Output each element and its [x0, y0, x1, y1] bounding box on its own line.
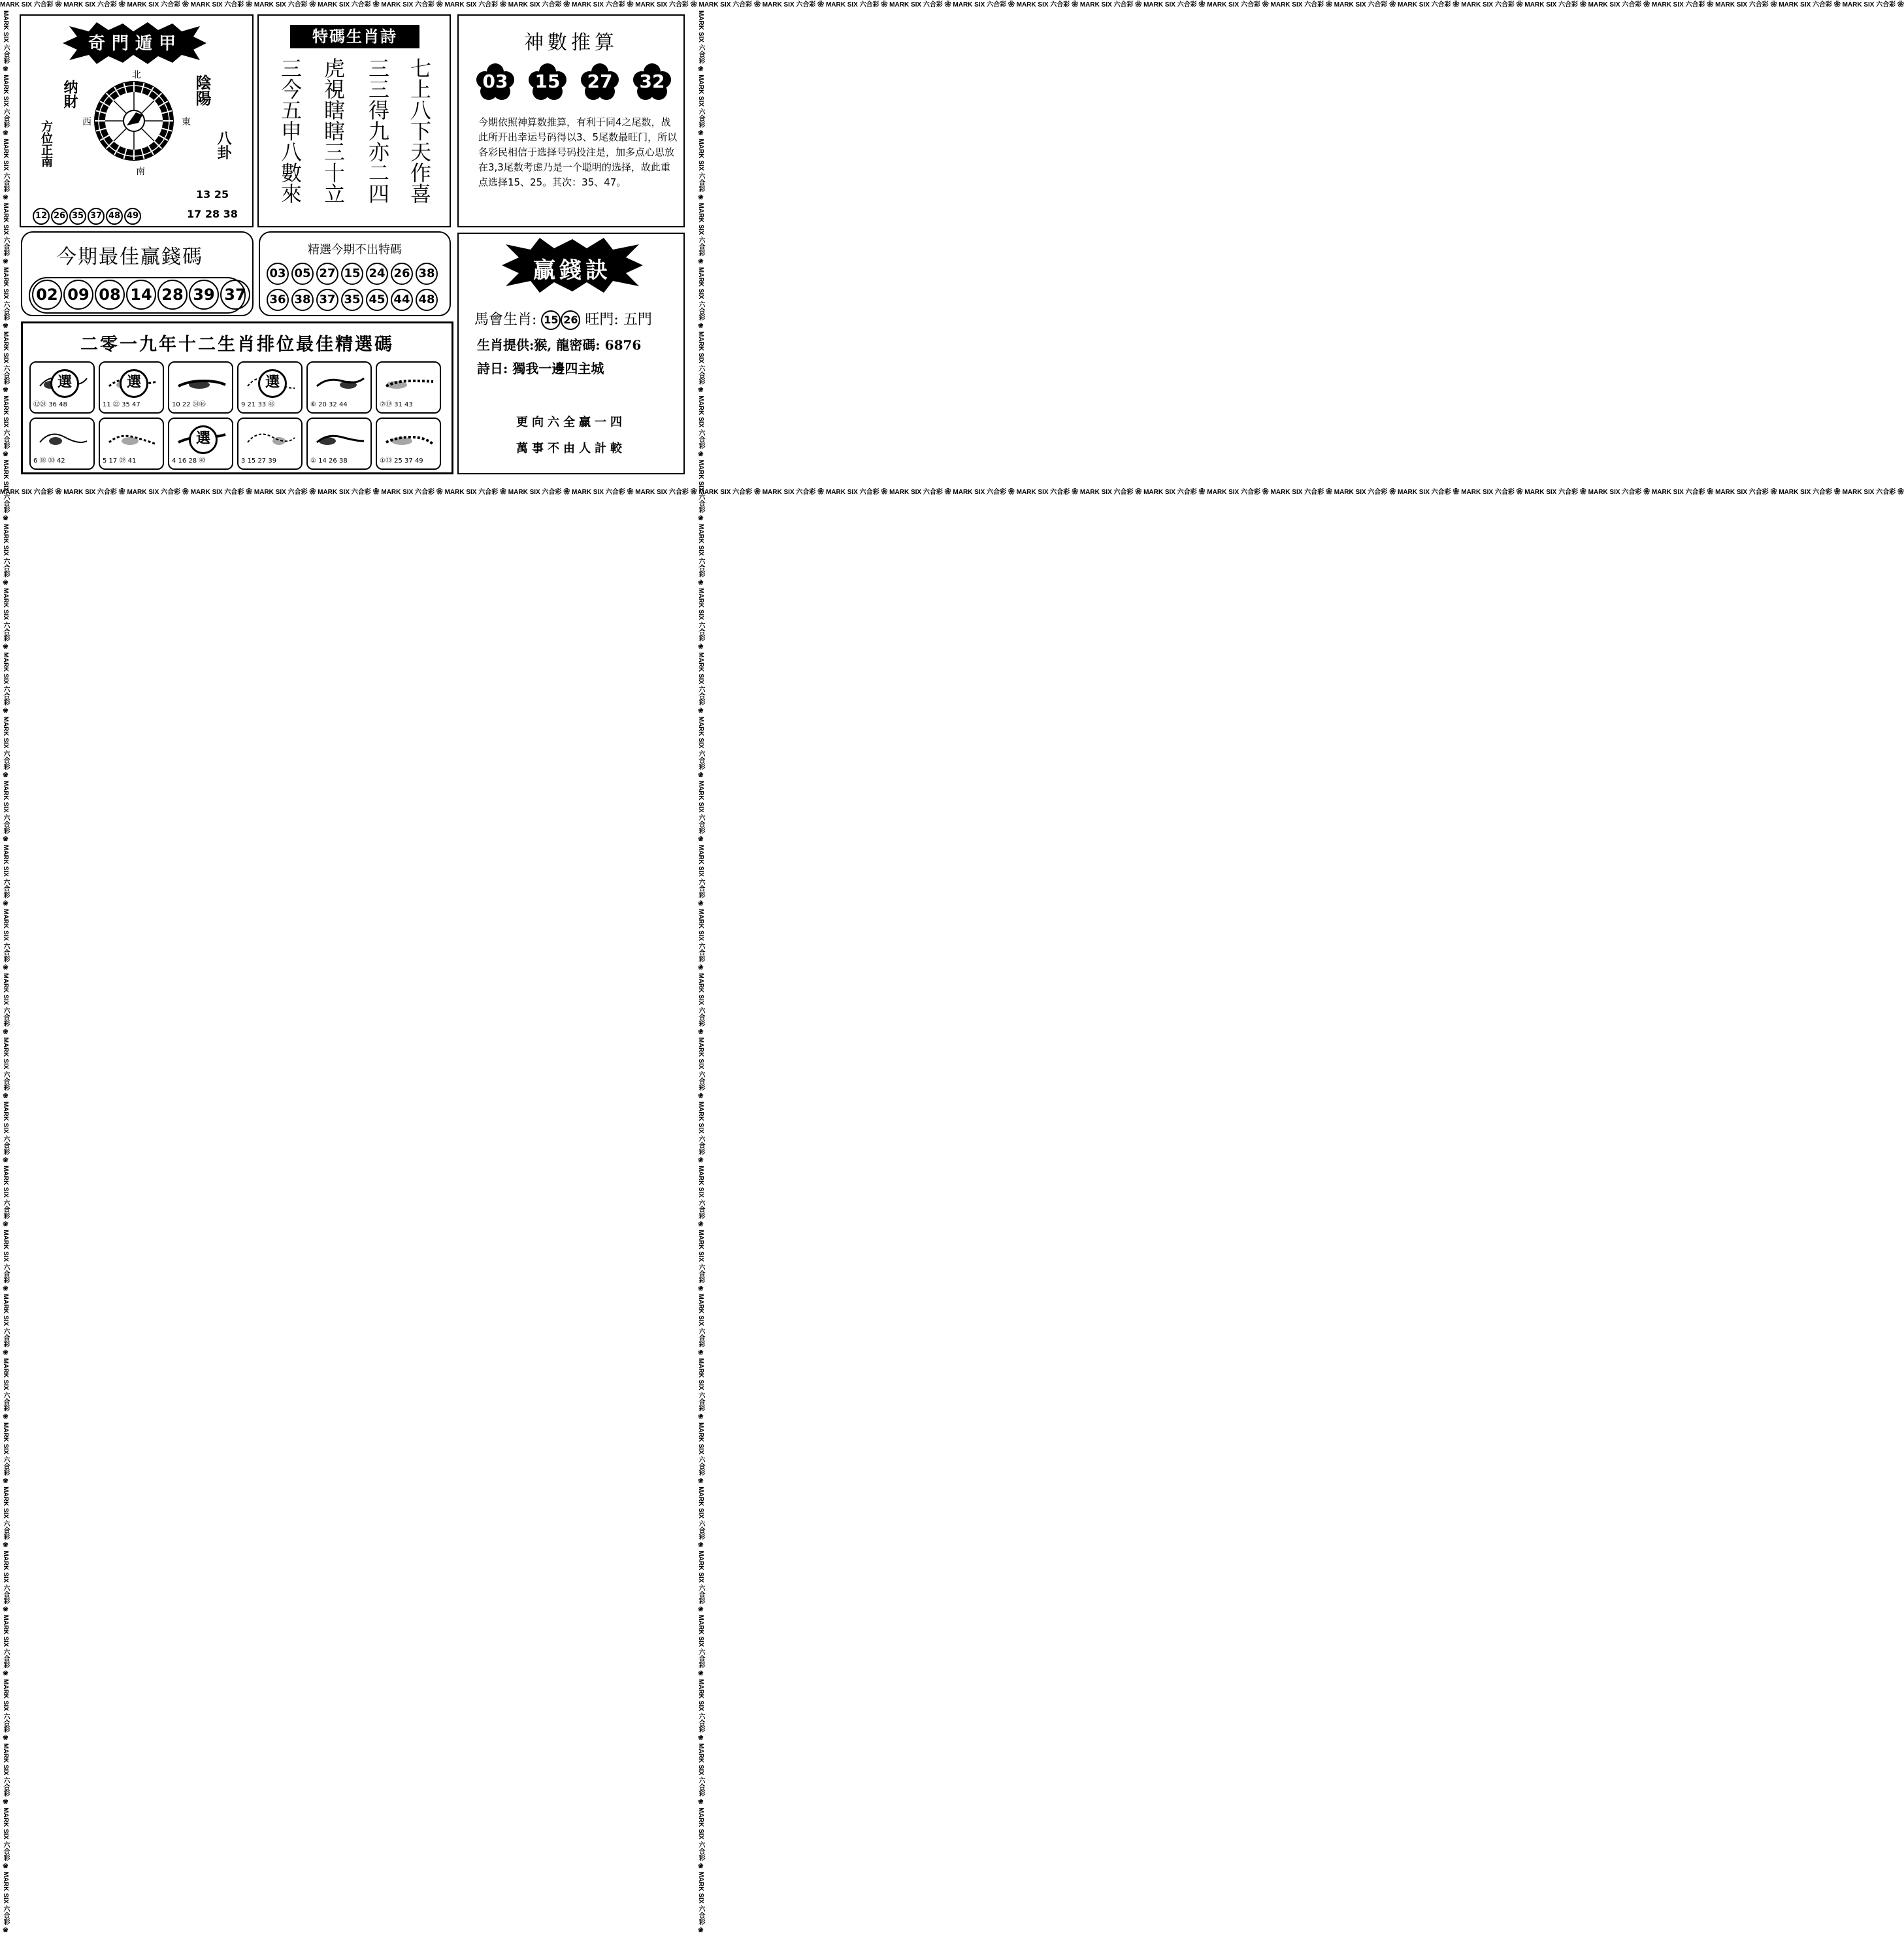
notout-row-1: [265, 263, 439, 285]
zodiac-panel: [21, 321, 453, 474]
select-mark: 選: [189, 425, 218, 454]
direction-west: 西: [82, 117, 91, 127]
notout-panel: [259, 231, 451, 316]
poem-panel: [257, 14, 451, 227]
qimen-circle-numbers: [33, 208, 142, 225]
number-ball: 15: [341, 263, 363, 285]
poem-column-2: 三三得九亦二四: [365, 57, 390, 204]
zodiac-cell: [306, 361, 372, 414]
qimen-right-top: 陰陽: [193, 74, 212, 106]
number-ball: 49: [124, 208, 141, 225]
number-ball: 28: [157, 280, 188, 310]
number-ball: 38: [291, 289, 314, 311]
number-ball: 08: [95, 280, 125, 310]
zodiac-numbers: 11 ㉓ 35 47: [103, 401, 140, 408]
bottom-border-strip: MARK SIX 六合彩 ❀ MARK SIX 六合彩 ❀ MARK SIX 六合彩 ❀ MARK SIX 六合彩 ❀ MARK SIX 六合彩 ❀ MARK SIX 六合彩 ❀ MARK SIX 六合彩 ❀ MARK SIX 六合彩 ❀ MARK SIX 六合彩 ❀ MARK SIX 六合彩 ❀ MARK SIX 六合彩 ❀ MARK SIX 六合彩 ❀ MARK SIX 六合彩 ❀ MARK SIX 六合彩 ❀ MARK SIX 六合彩 ❀ MARK SIX 六合彩 ❀ MARK SIX 六合彩 ❀ MARK SIX 六合彩 ❀ MARK SIX 六合彩 ❀ MARK SIX 六合彩 ❀ MARK SIX 六合彩 ❀ MARK SIX 六合彩 ❀ MARK SIX 六合彩 ❀ MARK SIX 六合彩 ❀ MARK SIX 六合彩 ❀ MARK SIX 六合彩 ❀ MARK SIX 六合彩 ❀ MARK SIX 六合彩 ❀ MARK SIX 六合彩 ❀ MARK SIX 六合彩 ❀: [0, 489, 1904, 496]
qimen-right-bottom: 八卦: [215, 131, 232, 159]
best-title: 今期最佳贏錢碼: [57, 246, 203, 269]
number-ball: 26: [51, 208, 68, 225]
number-ball: 24: [366, 263, 388, 285]
win-line-2: 生肖提供:猴, 龍密碼: 6876: [477, 337, 642, 353]
zodiac-title: 二零一九年十二生肖排位最佳精選碼: [80, 335, 394, 355]
direction-east: 東: [182, 117, 191, 127]
zodiac-cell: [237, 361, 303, 414]
win-panel: [457, 233, 685, 474]
win-line-3: 詩日: 獨我一邊四主城: [477, 361, 604, 376]
zodiac-animal-icon: [31, 423, 93, 458]
number-ball: 38: [416, 263, 438, 285]
zodiac-numbers: 9 21 33 ㊺: [241, 401, 275, 408]
win-line-1-wang: 旺門: 五門: [585, 312, 652, 328]
zodiac-animal-icon: [377, 423, 440, 458]
number-ball: 02: [32, 280, 62, 310]
zodiac-cell: [168, 361, 233, 414]
shenshu-number-flowers: [477, 64, 673, 101]
zodiac-cell: [99, 418, 164, 470]
number-ball: 14: [126, 280, 156, 310]
zodiac-numbers: ② 14 26 38: [310, 457, 348, 465]
zodiac-animal-icon: [308, 367, 370, 402]
number-ball: 44: [391, 289, 413, 311]
zodiac-numbers: ⑦⑲ 31 43: [380, 401, 413, 408]
notout-row-2: [265, 289, 439, 311]
notout-title: 精選今期不出特碼: [308, 243, 402, 257]
number-ball: 12: [33, 208, 50, 225]
number-ball: 37: [88, 208, 105, 225]
win-couplet-1: 更向六全贏一四: [516, 416, 626, 429]
number-ball: 45: [366, 289, 388, 311]
left-border-strip: MARK SIX 六合彩 ❀ MARK SIX 六合彩 ❀ MARK SIX 六合彩 ❀ MARK SIX 六合彩 ❀ MARK SIX 六合彩 ❀ MARK SIX 六合彩 ❀ MARK SIX 六合彩 ❀ MARK SIX 六合彩 ❀ MARK SIX 六合彩 ❀ MARK SIX 六合彩 ❀ MARK SIX 六合彩 ❀ MARK SIX 六合彩 ❀ MARK SIX 六合彩 ❀ MARK SIX 六合彩 ❀ MARK SIX 六合彩 ❀ MARK SIX 六合彩 ❀ MARK SIX 六合彩 ❀ MARK SIX 六合彩 ❀ MARK SIX 六合彩 ❀ MARK SIX 六合彩 ❀ MARK SIX 六合彩 ❀ MARK SIX 六合彩 ❀ MARK SIX 六合彩 ❀ MARK SIX 六合彩 ❀ MARK SIX 六合彩 ❀ MARK SIX 六合彩 ❀ MARK SIX 六合彩 ❀ MARK SIX 六合彩 ❀ MARK SIX 六合彩 ❀ MARK SIX 六合彩 ❀: [2, 10, 9, 1934]
poem-title: 特碼生肖詩: [290, 25, 419, 48]
number-ball: 35: [341, 289, 363, 311]
direction-south: 南: [136, 167, 145, 177]
zodiac-cell: [376, 361, 441, 414]
number-ball: 48: [416, 289, 438, 311]
select-mark: 選: [50, 369, 79, 398]
zodiac-numbers: 4 16 28 ㊵: [172, 457, 206, 465]
zodiac-cell: [376, 418, 441, 470]
zodiac-numbers: 3 15 27 39: [241, 457, 277, 465]
zodiac-animal-icon: [308, 423, 370, 458]
zodiac-numbers: 6 ⑱ ㉚ 42: [33, 457, 65, 465]
zodiac-numbers: 5 17 ㉙ 41: [103, 457, 137, 465]
number-ball: 26: [561, 310, 580, 330]
poem-column-1: 七上八下天作喜: [407, 57, 432, 204]
qimen-nums-right-1: 13 25: [196, 188, 229, 201]
number-ball: 05: [291, 263, 314, 285]
best-numbers-panel: [21, 231, 254, 316]
number-ball: 48: [106, 208, 123, 225]
qimen-panel: [20, 14, 254, 227]
number-ball: 27: [316, 263, 338, 285]
win-line-1: [474, 308, 652, 330]
zodiac-cell: [306, 418, 372, 470]
number-ball: 37: [220, 280, 250, 310]
shenshu-title: 神數推算: [524, 31, 618, 54]
shenshu-number: 15: [534, 71, 561, 92]
shenshu-number: 27: [587, 71, 613, 92]
number-ball: 37: [316, 289, 338, 311]
compass-wheel-icon: [93, 80, 175, 162]
zodiac-numbers: 10 22 ㉞㊻: [172, 401, 206, 408]
select-mark: 選: [120, 369, 148, 398]
zodiac-animal-icon: [169, 367, 232, 402]
top-border-strip: MARK SIX 六合彩 ❀ MARK SIX 六合彩 ❀ MARK SIX 六合彩 ❀ MARK SIX 六合彩 ❀ MARK SIX 六合彩 ❀ MARK SIX 六合彩 ❀ MARK SIX 六合彩 ❀ MARK SIX 六合彩 ❀ MARK SIX 六合彩 ❀ MARK SIX 六合彩 ❀ MARK SIX 六合彩 ❀ MARK SIX 六合彩 ❀ MARK SIX 六合彩 ❀ MARK SIX 六合彩 ❀ MARK SIX 六合彩 ❀ MARK SIX 六合彩 ❀ MARK SIX 六合彩 ❀ MARK SIX 六合彩 ❀ MARK SIX 六合彩 ❀ MARK SIX 六合彩 ❀ MARK SIX 六合彩 ❀ MARK SIX 六合彩 ❀ MARK SIX 六合彩 ❀ MARK SIX 六合彩 ❀ MARK SIX 六合彩 ❀ MARK SIX 六合彩 ❀ MARK SIX 六合彩 ❀ MARK SIX 六合彩 ❀ MARK SIX 六合彩 ❀ MARK SIX 六合彩 ❀: [0, 1, 1904, 8]
zodiac-numbers: ⑫㉔ 36 48: [33, 401, 67, 408]
win-title: 贏錢訣: [533, 257, 612, 284]
qimen-title: 奇門遁甲: [88, 34, 182, 54]
number-ball: 26: [391, 263, 413, 285]
right-border-strip: MARK SIX 六合彩 ❀ MARK SIX 六合彩 ❀ MARK SIX 六合彩 ❀ MARK SIX 六合彩 ❀ MARK SIX 六合彩 ❀ MARK SIX 六合彩 ❀ MARK SIX 六合彩 ❀ MARK SIX 六合彩 ❀ MARK SIX 六合彩 ❀ MARK SIX 六合彩 ❀ MARK SIX 六合彩 ❀ MARK SIX 六合彩 ❀ MARK SIX 六合彩 ❀ MARK SIX 六合彩 ❀ MARK SIX 六合彩 ❀ MARK SIX 六合彩 ❀ MARK SIX 六合彩 ❀ MARK SIX 六合彩 ❀ MARK SIX 六合彩 ❀ MARK SIX 六合彩 ❀ MARK SIX 六合彩 ❀ MARK SIX 六合彩 ❀ MARK SIX 六合彩 ❀ MARK SIX 六合彩 ❀ MARK SIX 六合彩 ❀ MARK SIX 六合彩 ❀ MARK SIX 六合彩 ❀ MARK SIX 六合彩 ❀ MARK SIX 六合彩 ❀ MARK SIX 六合彩 ❀: [697, 10, 704, 1934]
poem-column-4: 三今五申八數來: [278, 57, 303, 204]
zodiac-cell: [29, 361, 95, 414]
shenshu-number: 32: [639, 71, 665, 92]
select-mark: 選: [258, 369, 287, 398]
zodiac-cell: [29, 418, 95, 470]
number-ball: 09: [63, 280, 93, 310]
zodiac-cell: [99, 361, 164, 414]
shenshu-panel: [457, 14, 685, 227]
zodiac-animal-icon: [100, 423, 163, 458]
zodiac-numbers: ⑧ 20 32 44: [310, 401, 348, 408]
number-ball: 03: [267, 263, 289, 285]
direction-north: 北: [132, 70, 141, 80]
zodiac-cell: [168, 418, 233, 470]
number-ball: 15: [541, 310, 561, 330]
qimen-left-top: 纳財: [61, 80, 78, 108]
qimen-left-bottom: 方位正南: [39, 120, 53, 167]
shenshu-paragraph: 今期依照神算数推算，有利于同4之尾数，战此所开出幸运号码得以3、5尾数最旺门，所以各彩民相信于选择号码投注是，加多点心思放在3,3尾数考虑乃是一个聪明的选择，故此重点选择15、25。其次：35、47。: [478, 116, 678, 188]
number-ball: 39: [189, 280, 219, 310]
zodiac-numbers: ①⑬ 25 37 49: [380, 457, 423, 465]
qimen-nums-right-2: 17 28 38: [187, 208, 238, 220]
zodiac-animal-icon: [238, 423, 301, 458]
win-couplet-2: 萬事不由人計較: [516, 442, 626, 455]
best-numbers-row: [29, 277, 246, 314]
number-ball: 35: [69, 208, 86, 225]
poem-column-3: 虎視瞎瞎三十立: [321, 57, 346, 204]
number-ball: 36: [267, 289, 289, 311]
win-line-1-label: 馬會生肖:: [474, 312, 537, 328]
zodiac-cell: [237, 418, 303, 470]
shenshu-number: 03: [482, 71, 508, 92]
zodiac-animal-icon: [377, 367, 440, 402]
